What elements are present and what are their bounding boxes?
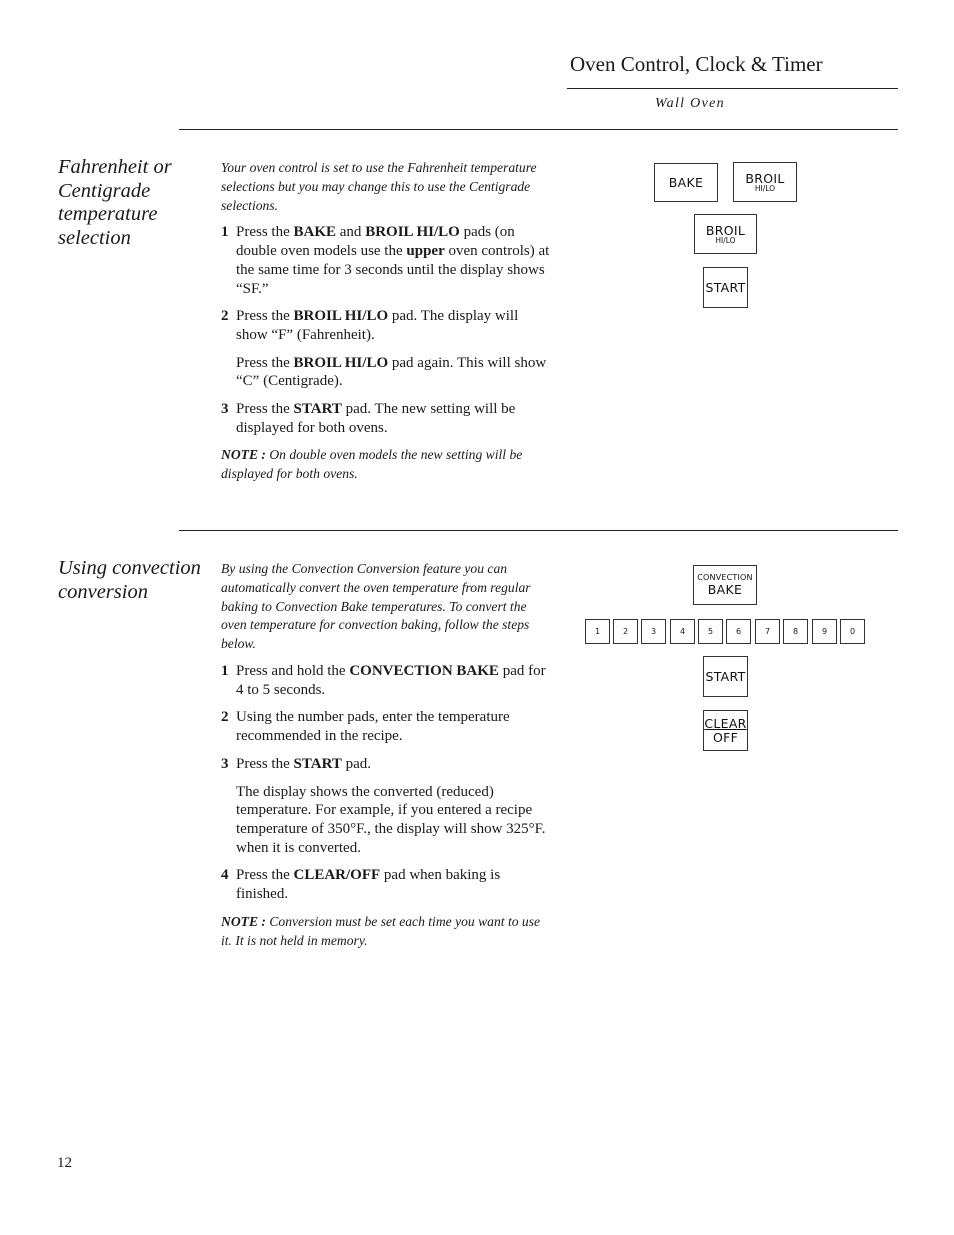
- number-pad-3[interactable]: 3: [641, 619, 666, 644]
- pad-label: CLEAR: [704, 716, 747, 732]
- step-bold: START: [293, 755, 342, 772]
- pad-label: BROIL: [745, 170, 785, 186]
- step-number: 2: [221, 709, 229, 726]
- number-pad-1[interactable]: 1: [585, 619, 610, 644]
- step-bold: CONVECTION BAKE: [349, 662, 499, 679]
- step-bold: BROIL HI/LO: [365, 224, 460, 241]
- number-pad-7[interactable]: 7: [755, 619, 780, 644]
- pad-sublabel: CONVECTION: [697, 573, 753, 583]
- step-text: pads (on double oven models use the: [236, 224, 515, 260]
- intro-text: By using the Convection Conversion feature you can automatically convert the oven temperature from regular baking to Convection Bake temperatures. To convert the oven temperature for convection baking, follow the steps below.: [221, 561, 531, 652]
- section-body-convection: [221, 560, 551, 950]
- step-item: [221, 708, 551, 745]
- step-text: Press the: [236, 354, 294, 371]
- bake-pad[interactable]: [654, 163, 718, 202]
- pad-label: BROIL: [705, 222, 746, 238]
- step-bold: BAKE: [293, 224, 337, 241]
- intro-text: Your oven control is set to use the Fahrenheit temperature selections but you may change this to use the Centigrade selections.: [221, 160, 537, 213]
- page-subtitle: Wall Oven: [655, 96, 725, 111]
- section-heading-temperature: Fahrenheit or Centigrade temperature selection: [58, 156, 172, 249]
- step-item: [221, 400, 551, 437]
- step-text: Press the: [236, 755, 294, 772]
- step-item: [221, 662, 551, 699]
- step-text: Press the: [236, 401, 294, 418]
- step-text: The display shows the converted (reduced) temperature. For example, if you entered a recipe temperature of 350°F., the display will show 325°F. when it is converted.: [236, 783, 546, 856]
- step-continuation: [221, 354, 551, 391]
- note-text: On double oven models the new setting will be displayed for both ovens.: [221, 447, 523, 482]
- step-item: [221, 755, 551, 774]
- number-pad-0[interactable]: 0: [840, 619, 865, 644]
- step-text: Using the number pads, enter the temperature recommended in the recipe.: [236, 709, 510, 745]
- clear-off-pad[interactable]: [703, 710, 748, 751]
- note-label: NOTE :: [221, 447, 266, 463]
- section-divider: [179, 530, 898, 531]
- section-heading-convection: Using convection conversion: [58, 557, 201, 603]
- step-text: Press the: [236, 867, 294, 884]
- step-bold: BROIL HI/LO: [293, 308, 389, 325]
- start-pad[interactable]: [703, 656, 748, 697]
- step-text: Press the: [236, 224, 294, 241]
- pad-label: OFF: [712, 729, 739, 745]
- pad-label: BAKE: [707, 581, 743, 597]
- note-text: Conversion must be set each time you want to use it. It is not held in memory.: [221, 913, 541, 948]
- section-divider: [179, 129, 898, 130]
- step-text: pad. The display will show “F” (Fahrenheit).: [236, 308, 519, 343]
- broil-hi-lo-pad[interactable]: [694, 214, 757, 254]
- broil-hi-lo-pad[interactable]: [733, 162, 797, 202]
- step-number: 3: [221, 401, 229, 418]
- step-number: 1: [221, 662, 229, 679]
- number-pad-5[interactable]: 5: [698, 619, 723, 644]
- step-item: [221, 307, 551, 344]
- step-item: [221, 866, 551, 903]
- step-item: [221, 223, 551, 298]
- page-number: 12: [57, 1155, 72, 1171]
- step-text: pad.: [341, 755, 372, 772]
- section-body-temperature: [221, 159, 551, 484]
- note: [221, 446, 551, 484]
- pad-label: BAKE: [668, 174, 704, 190]
- step-text: oven controls) at the same time for 3 seconds until the display shows “SF.”: [236, 243, 550, 297]
- pad-sublabel: HI/LO: [715, 235, 736, 245]
- step-number: 2: [221, 308, 229, 325]
- number-pad-2[interactable]: 2: [613, 619, 638, 644]
- number-pad-9[interactable]: 9: [812, 619, 837, 644]
- pad-sublabel: HI/LO: [754, 183, 776, 193]
- step-number: 1: [221, 224, 229, 241]
- step-text: pad. The new setting will be displayed for both ovens.: [236, 401, 516, 436]
- title-rule: [567, 88, 898, 89]
- step-text: Press the: [236, 308, 294, 325]
- step-number: 4: [221, 867, 229, 884]
- number-pad-8[interactable]: 8: [783, 619, 808, 644]
- step-bold: BROIL HI/LO: [293, 354, 389, 371]
- number-pad-6[interactable]: 6: [726, 619, 751, 644]
- start-pad[interactable]: [703, 267, 748, 308]
- page-title: Oven Control, Clock & Timer: [570, 52, 823, 76]
- step-text: pad when baking is finished.: [236, 867, 501, 903]
- pad-label: START: [705, 279, 746, 295]
- pad-label: START: [705, 668, 746, 684]
- step-bold: START: [293, 401, 342, 418]
- step-text: pad for 4 to 5 seconds.: [236, 662, 546, 698]
- convection-bake-pad[interactable]: [693, 565, 757, 605]
- number-pad-4[interactable]: 4: [670, 619, 695, 644]
- step-text: pad again. This will show “C” (Centigrade).: [236, 354, 547, 390]
- step-text: and: [336, 224, 366, 241]
- note-label: NOTE :: [221, 913, 266, 929]
- step-continuation: [221, 783, 551, 858]
- step-text: Press and hold the: [236, 662, 350, 679]
- note: [221, 913, 551, 951]
- step-bold: CLEAR/OFF: [293, 867, 381, 884]
- step-number: 3: [221, 755, 229, 772]
- step-bold: upper: [406, 243, 445, 260]
